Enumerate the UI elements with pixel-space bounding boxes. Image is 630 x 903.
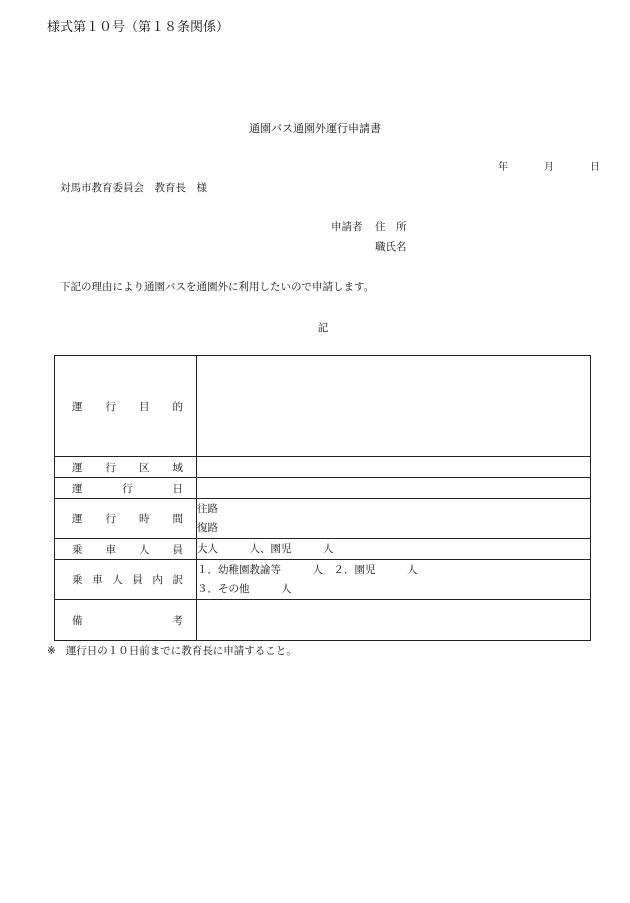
value-riders[interactable] [197,539,591,560]
label-date: 運 行 日 [55,478,197,499]
label-remarks: 備 考 [55,600,197,641]
label-riders: 乗 車 人 員 [55,539,197,560]
value-section[interactable] [197,457,591,478]
row-purpose [55,356,591,457]
label-time: 運 行 時 間 [55,499,197,539]
label-breakdown: 乗 車 人 員 内 訳 [55,560,197,600]
date-year-label: 年 [498,162,508,173]
row-remarks [55,600,591,641]
label-section: 運 行 区 域 [55,457,197,478]
riders-text: 大人 人、園児 人 [197,542,334,555]
applicant-address-label: 住 所 [375,221,407,233]
row-section [55,457,591,478]
addressee: 対馬市教育委員会 教育長 様 [60,182,207,194]
value-purpose[interactable] [197,356,591,457]
date-day-label: 日 [590,162,600,173]
note-mark: ※ [47,645,56,657]
document-title: 通園バス通園外運行申請書 [249,122,381,135]
application-table [54,355,591,641]
value-remarks[interactable] [197,600,591,641]
value-time[interactable] [197,499,591,539]
applicant-name-label: 職氏名 [375,241,407,253]
value-breakdown[interactable] [197,560,591,600]
ki-heading: 記 [317,322,329,334]
row-date [55,478,591,499]
applicant-label: 申請者 [331,221,363,233]
row-breakdown [55,560,591,600]
breakdown-line-2: ３．その他 人 [197,582,292,595]
breakdown-line-1: １．幼稚園教諭等 人 ２．園児 人 [197,563,418,576]
row-time [55,499,591,539]
time-outbound-label: 往路 [197,502,218,515]
row-riders [55,539,591,560]
footnote [47,643,297,658]
note-text: 運行日の１０日前までに教育長に申請すること。 [65,645,297,657]
form-number: 様式第１０号（第１８条関係） [47,20,230,35]
value-date[interactable] [197,478,591,499]
time-return-label: 復路 [197,521,218,534]
label-purpose: 運 行 目 的 [55,356,197,457]
date-month-label: 月 [544,162,554,173]
intro-text: 下記の理由により通園バスを通園外に利用したいので申請します。 [60,281,375,293]
